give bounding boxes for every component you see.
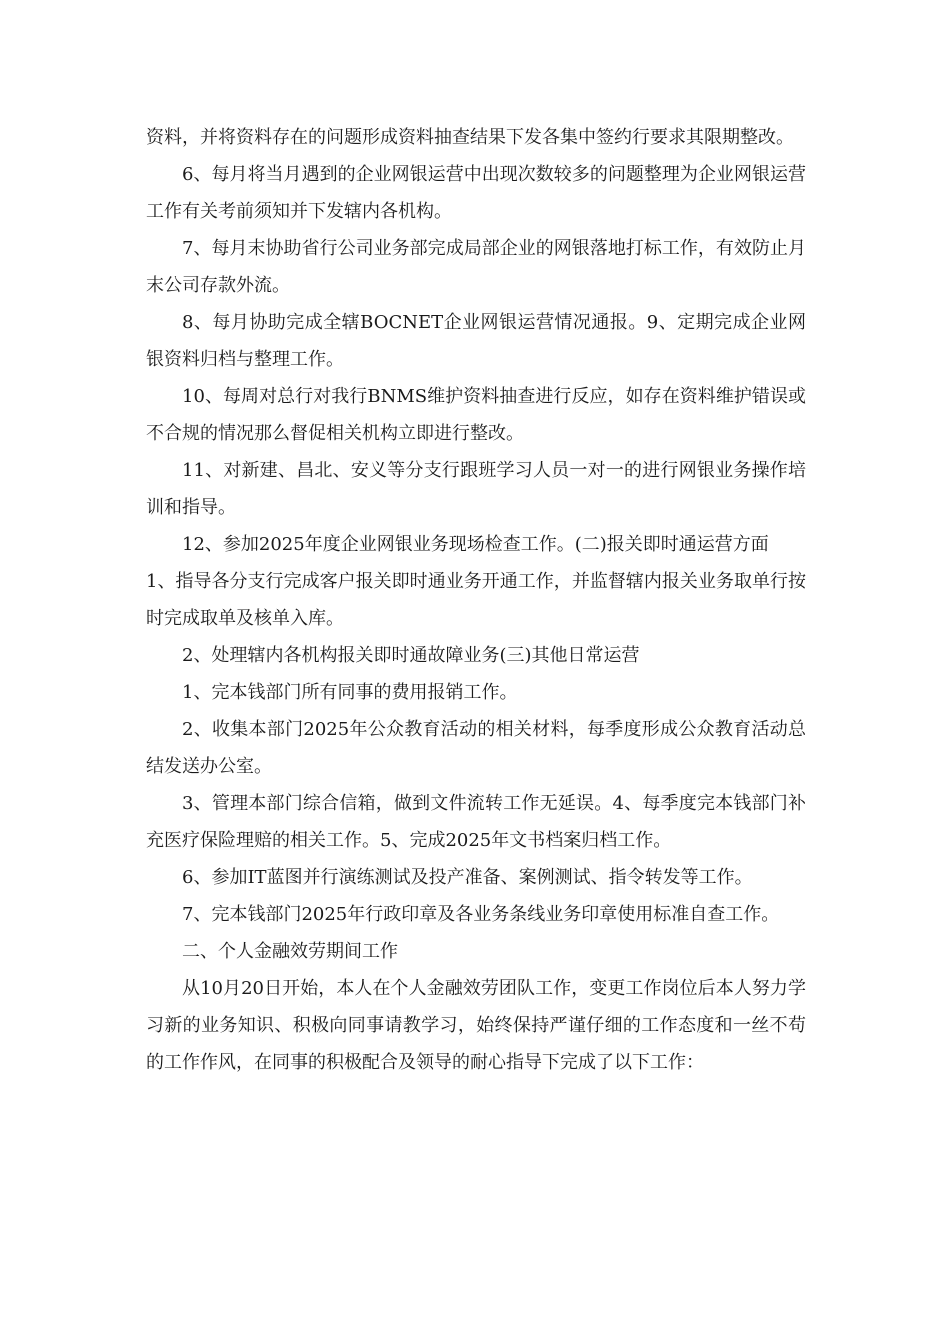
paragraph-4: 8、每月协助完成全辖BOCNET企业网银运营情况通报。9、定期完成企业网银资料归档与整理工作。: [146, 312, 806, 370]
paragraph-9: 2、处理辖内各机构报关即时通故障业务(三)其他日常运营: [182, 645, 640, 666]
paragraph-14: 7、完本钱部门2025年行政印章及各业务条线业务印章使用标准自查工作。: [182, 904, 780, 925]
paragraph-16: 从10月20日开始，本人在个人金融效劳团队工作，变更工作岗位后本人努力学习新的业务知识、积极向同事请教学习，始终保持严谨仔细的工作态度和一丝不苟的工作作风，在同事的积极配合及领导的耐心指导下完成了以下工作：: [146, 978, 806, 1073]
paragraph-2: 6、每月将当月遇到的企业网银运营中出现次数较多的问题整理为企业网银运营工作有关考前须知并下发辖内各机构。: [146, 164, 806, 222]
paragraph-10: 1、完本钱部门所有同事的费用报销工作。: [182, 682, 518, 703]
paragraph-6: 11、对新建、昌北、安义等分支行跟班学习人员一对一的进行网银业务操作培训和指导。: [146, 460, 806, 518]
paragraph-5: 10、每周对总行对我行BNMS维护资料抽查进行反应，如存在资料维护错误或不合规的情况那么督促相关机构立即进行整改。: [146, 386, 806, 444]
section-heading: 二、个人金融效劳期间工作: [182, 941, 398, 962]
paragraph-13: 6、参加IT蓝图并行演练测试及投产准备、案例测试、指令转发等工作。: [182, 867, 753, 888]
paragraph-7: 12、参加2025年度企业网银业务现场检查工作。(二)报关即时通运营方面: [182, 534, 769, 555]
document-body: [146, 119, 806, 1081]
paragraph-3: 7、每月末协助省行公司业务部完成局部企业的网银落地打标工作，有效防止月末公司存款外流。: [146, 238, 806, 296]
paragraph-11: 2、收集本部门2025年公众教育活动的相关材料，每季度形成公众教育活动总结发送办公室。: [146, 719, 806, 777]
paragraph-1: 资料，并将资料存在的问题形成资料抽查结果下发各集中签约行要求其限期整改。: [146, 127, 794, 148]
paragraph-12: 3、管理本部门综合信箱，做到文件流转工作无延误。4、每季度完本钱部门补充医疗保险理赔的相关工作。5、完成2025年文书档案归档工作。: [146, 793, 806, 851]
paragraph-8: 1、指导各分支行完成客户报关即时通业务开通工作，并监督辖内报关业务取单行按时完成取单及核单入库。: [146, 571, 806, 629]
